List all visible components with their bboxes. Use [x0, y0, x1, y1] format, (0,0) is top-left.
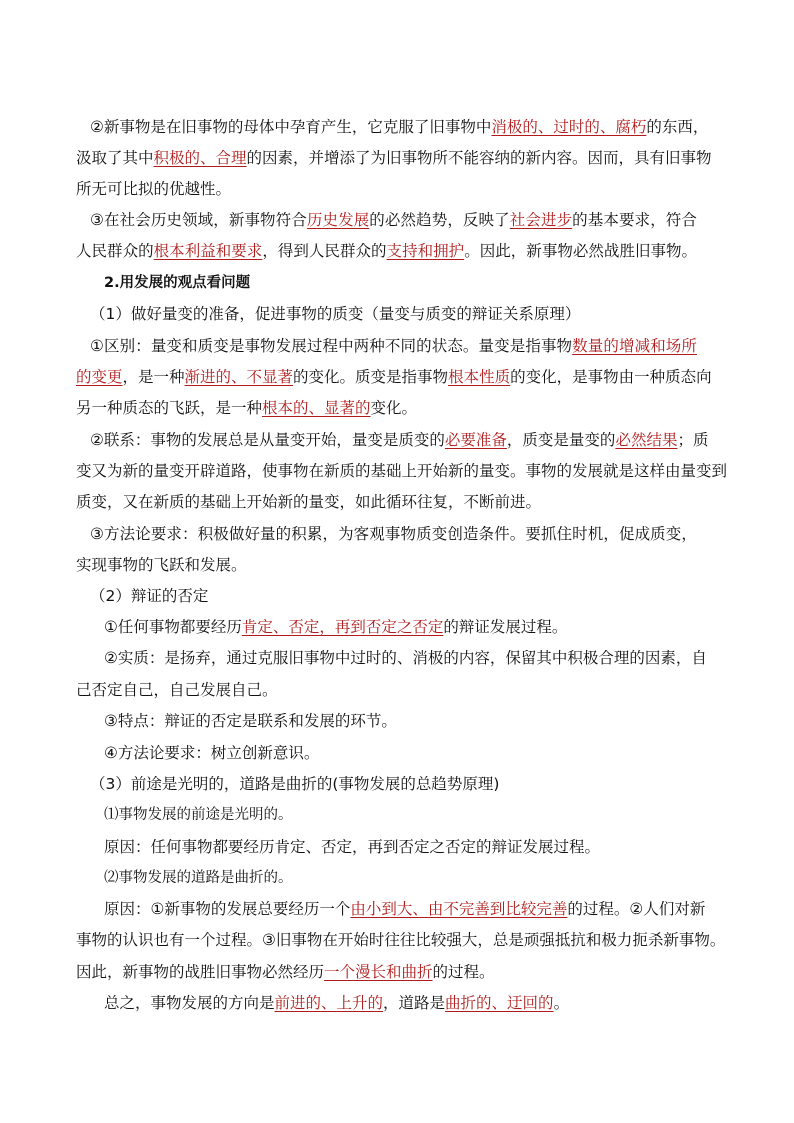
sub-heading-3 [90, 774, 499, 794]
p-connection-line-1 [90, 430, 708, 450]
highlighted-term: 必要准备 [444, 431, 507, 449]
p-reason-1 [104, 837, 600, 857]
text-segment: （2）辩证的否定 [90, 587, 209, 605]
text-segment: 所无可比拟的优越性。 [76, 180, 232, 198]
text-segment: 的东西， [646, 118, 709, 136]
text-segment: ；质 [677, 431, 709, 449]
text-segment: ②实质：是扬弃，通过克服旧事物中过时的、消极的内容，保留其中积极合理的因素，自 [104, 649, 707, 667]
text-segment: ，质变是量变的 [506, 431, 616, 449]
p-road-tortuous [104, 868, 293, 888]
p-summary [104, 993, 569, 1013]
text-segment: 原因：①新事物的发展总要经历一个 [104, 900, 351, 918]
highlighted-term: 社会进步 [509, 211, 573, 229]
text-segment: ②联系：事物的发展总是从量变开始，量变是质变的 [90, 431, 445, 449]
text-segment: ，得到人民群众的 [262, 242, 387, 260]
text-segment: 的因素，并增添了为旧事物所不能容纳的新内容。因而，具有旧事物 [246, 149, 712, 167]
text-segment: 原因：任何事物都要经历肯定、否定，再到否定之否定的辩证发展过程。 [104, 838, 601, 856]
p-essence-line-1 [104, 648, 707, 668]
highlighted-term: 根本性质 [448, 368, 511, 386]
text-segment: ④方法论要求：树立创新意识。 [104, 744, 320, 762]
text-segment: （1）做好量变的准备，促进事物的质变（量变与质变的辩证关系原理） [90, 305, 581, 323]
p-new-things-line-1 [90, 117, 708, 137]
section-heading-2 [104, 273, 250, 293]
p-future-bright [104, 805, 293, 825]
p-reason-2-line-1 [104, 899, 705, 919]
highlighted-term: 积极的、合理 [153, 149, 247, 167]
text-segment: 的变化，是事物由一种质态向 [510, 368, 712, 386]
text-segment: 总之，事物发展的方向是 [104, 994, 275, 1012]
text-segment: ③方法论要求：积极做好量的积累，为客观事物质变创造条件。要抓住时机，促成质变， [90, 525, 698, 543]
highlighted-term: 历史发展 [306, 211, 370, 229]
p-feature [104, 711, 397, 731]
text-segment: ①区别：量变和质变是事物发展过程中两种不同的状态。量变是指事物 [90, 337, 573, 355]
highlighted-term: 前进的、上升的 [274, 994, 384, 1012]
text-segment: 的过程。②人们对新 [567, 900, 706, 918]
text-segment: ①任何事物都要经历 [104, 618, 242, 636]
text-segment: 变又为新的量变开辟道路，使事物在新质的基础上开始新的量变。事物的发展就是这样由量变到 [76, 462, 728, 480]
p-connection-line-3 [76, 492, 541, 512]
text-segment: 。 [553, 994, 570, 1012]
p-reason-2-line-3 [76, 962, 495, 982]
p-difference-line-2 [76, 367, 712, 387]
text-segment: 另一种质态的飞跃，是一种 [76, 399, 263, 417]
text-segment: 事物的认识也有一个过程。③旧事物在开始时往往比较强大，总是顽强抵抗和极力扼杀新事物。 [76, 931, 726, 949]
text-segment: 己否定自己，自己发展自己。 [76, 681, 278, 699]
sub-heading-1 [90, 304, 580, 324]
highlighted-term: 根本的、显著的 [262, 399, 371, 417]
p-connection-line-2 [76, 461, 727, 481]
text-segment: ，是一种 [122, 368, 185, 386]
p-method-line-2 [76, 555, 247, 575]
text-segment: 质变，又在新质的基础上开始新的量变，如此循环往复，不断前进。 [76, 493, 542, 511]
text-segment: 人民群众的 [76, 242, 154, 260]
text-segment: ⑵事物发展的道路是曲折的。 [104, 870, 293, 886]
p-negation-1 [104, 617, 567, 637]
p-reason-2-line-2 [76, 930, 725, 950]
highlighted-term: 曲折的、迂回的 [445, 994, 554, 1012]
p-method-2 [104, 743, 319, 763]
text-segment: 的基本要求，符合 [572, 211, 698, 229]
text-segment: 2.用发展的观点看问题 [104, 275, 251, 291]
p-new-things-line-2 [76, 148, 712, 168]
text-segment: 。因此，新事物必然战胜旧事物。 [464, 242, 698, 260]
text-segment: ③在社会历史领域，新事物符合 [90, 211, 307, 229]
text-segment: 的必然趋势，反映了 [369, 211, 510, 229]
text-segment: 汲取了其中 [76, 149, 154, 167]
highlighted-term: 一个漫长和曲折 [324, 963, 433, 981]
text-segment: ⑴事物发展的前途是光明的。 [104, 807, 293, 823]
highlighted-term: 消极的、过时的、腐朽 [491, 118, 647, 136]
highlighted-term: 根本利益和要求 [153, 242, 263, 260]
highlighted-term: 必然结果 [615, 431, 678, 449]
highlighted-term: 由小到大、由不完善到比较完善 [350, 900, 568, 918]
p-history-line-1 [90, 210, 697, 230]
text-segment: ，道路是 [383, 994, 446, 1012]
highlighted-term: 肯定、否定，再到否定之否定 [241, 618, 444, 636]
highlighted-term: 支持和拥护 [386, 242, 465, 260]
p-method-line-1 [90, 524, 697, 544]
text-segment: 实现事物的飞跃和发展。 [76, 556, 247, 574]
highlighted-term: 渐进的、不显著 [184, 368, 294, 386]
highlighted-term: 的变更 [76, 368, 123, 386]
text-segment: 的辩证发展过程。 [443, 618, 568, 636]
sub-heading-2 [90, 586, 208, 606]
p-essence-line-2 [76, 680, 278, 700]
text-segment: 的过程。 [432, 963, 495, 981]
text-segment: 因此，新事物的战胜旧事物必然经历 [76, 963, 325, 981]
p-history-line-2 [76, 241, 697, 261]
text-segment: 变化。 [370, 399, 418, 417]
text-segment: ②新事物是在旧事物的母体中孕育产生，它克服了旧事物中 [90, 118, 492, 136]
p-difference-line-3 [76, 398, 417, 418]
text-segment: （3）前途是光明的，道路是曲折的(事物发展的总趋势原理) [90, 775, 500, 793]
p-difference-line-1 [90, 336, 697, 356]
text-segment: 的变化。质变是指事物 [293, 368, 449, 386]
p-new-things-line-3 [76, 179, 231, 199]
text-segment: ③特点：辩证的否定是联系和发展的环节。 [104, 712, 397, 730]
highlighted-term: 数量的增减和场所 [572, 337, 698, 355]
